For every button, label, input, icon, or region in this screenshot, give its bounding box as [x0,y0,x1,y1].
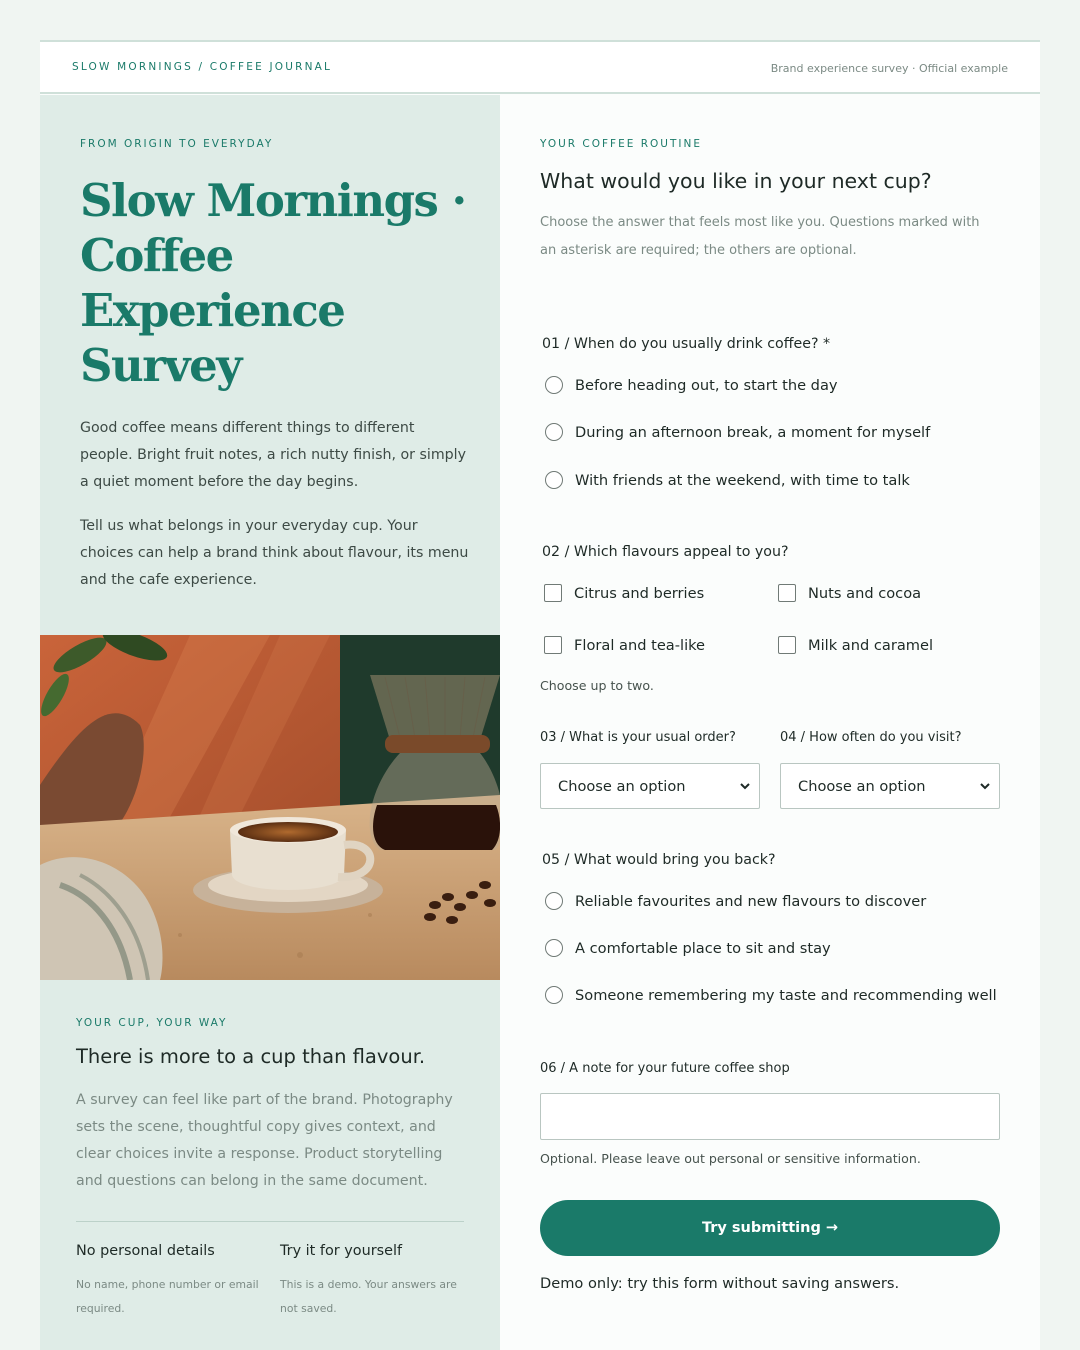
feature-title: No personal details [76,1243,215,1259]
story-title: There is more to a cup than flavour. [76,1045,426,1068]
option-label: During an afternoon break, a moment for myself [575,423,931,441]
q1-option-2[interactable] [545,422,930,442]
left-panel [40,95,500,1350]
chevron-down-icon [979,780,991,792]
radio-button[interactable] [545,986,563,1004]
q2-option-floral[interactable] [544,635,705,655]
hero-paragraph-2: Tell us what belongs in your everyday cup. Your choices can help a brand think about flavour, its menu and the cafe experience. [80,518,469,588]
feature-body: No name, phone number or email required. [76,1278,259,1315]
select-value: Choose an option [558,777,686,795]
checkbox[interactable] [778,636,796,654]
checkbox[interactable] [544,584,562,602]
survey-form [500,95,1040,1350]
submit-button[interactable]: Try submitting → [540,1200,1000,1256]
radio-button[interactable] [545,376,563,394]
usual-order-select[interactable] [540,763,760,809]
divider [76,1221,464,1222]
q5-option-3[interactable] [545,985,997,1005]
coffee-photo [40,635,500,980]
top-bar [40,42,1040,94]
option-label: Before heading out, to start the day [575,376,838,394]
question-3-label: 03 / What is your usual order? [540,730,736,745]
question-2-label: 02 / Which flavours appeal to you? [542,544,789,560]
feature-no-personal-details [76,1243,266,1321]
q2-option-citrus[interactable] [544,583,704,603]
radio-button[interactable] [545,423,563,441]
radio-button[interactable] [545,471,563,489]
radio-button[interactable] [545,939,563,957]
hero-kicker: FROM ORIGIN TO EVERYDAY [80,138,274,150]
coffee-shop-note-input[interactable] [540,1093,1000,1140]
radio-button[interactable] [545,892,563,910]
option-label: Citrus and berries [574,584,705,602]
page-title: Slow Mornings · Coffee Experience Survey [80,174,466,392]
question-5-label: 05 / What would bring you back? [542,852,776,868]
feature-title: Try it for yourself [280,1243,403,1259]
chevron-down-icon [739,780,751,792]
form-title: What would you like in your next cup? [540,169,932,193]
question-4-label: 04 / How often do you visit? [780,730,962,745]
option-label: Milk and caramel [808,636,934,654]
q2-option-milk[interactable] [778,635,933,655]
option-label: With friends at the weekend, with time to talk [575,471,910,489]
checkbox[interactable] [778,584,796,602]
q5-option-2[interactable] [545,938,831,958]
select-value: Choose an option [798,777,926,795]
q1-option-3[interactable] [545,470,910,490]
feature-try-it [280,1243,470,1321]
q5-option-1[interactable] [545,891,926,911]
header-meta: Brand experience survey · Official example [770,62,1008,75]
checkbox[interactable] [544,636,562,654]
q1-option-1[interactable] [545,375,838,395]
question-6-label: 06 / A note for your future coffee shop [540,1061,790,1076]
story-body: A survey can feel like part of the brand. Photography sets the scene, thoughtful copy gives context, and clear choices invite a response. Product storytelling and questions can belong in the same document. [76,1092,453,1189]
visit-frequency-select[interactable] [780,763,1000,809]
q2-option-nuts[interactable] [778,583,921,603]
question-1-label: 01 / When do you usually drink coffee? * [542,336,831,352]
option-label: Someone remembering my taste and recommending well [575,986,997,1004]
brand-name[interactable]: SLOW MORNINGS / COFFEE JOURNAL [72,61,333,73]
q2-hint: Choose up to two. [540,678,654,693]
q6-hint: Optional. Please leave out personal or sensitive information. [540,1151,921,1166]
form-intro: Choose the answer that feels most like you. Questions marked with an asterisk are required; the others are optional. [540,215,980,258]
story-kicker: YOUR CUP, YOUR WAY [76,1017,228,1029]
option-label: Reliable favourites and new flavours to discover [575,892,927,910]
demo-note: Demo only: try this form without saving answers. [540,1275,900,1292]
option-label: A comfortable place to sit and stay [575,939,831,957]
feature-body: This is a demo. Your answers are not saved. [280,1278,457,1315]
page-frame [40,40,1040,1350]
form-kicker: YOUR COFFEE ROUTINE [540,138,702,150]
option-label: Floral and tea-like [574,636,706,654]
hero-paragraph-1: Good coffee means different things to different people. Bright fruit notes, a rich nutty finish, or simply a quiet moment before the day begins. [80,420,466,490]
option-label: Nuts and cocoa [808,584,922,602]
